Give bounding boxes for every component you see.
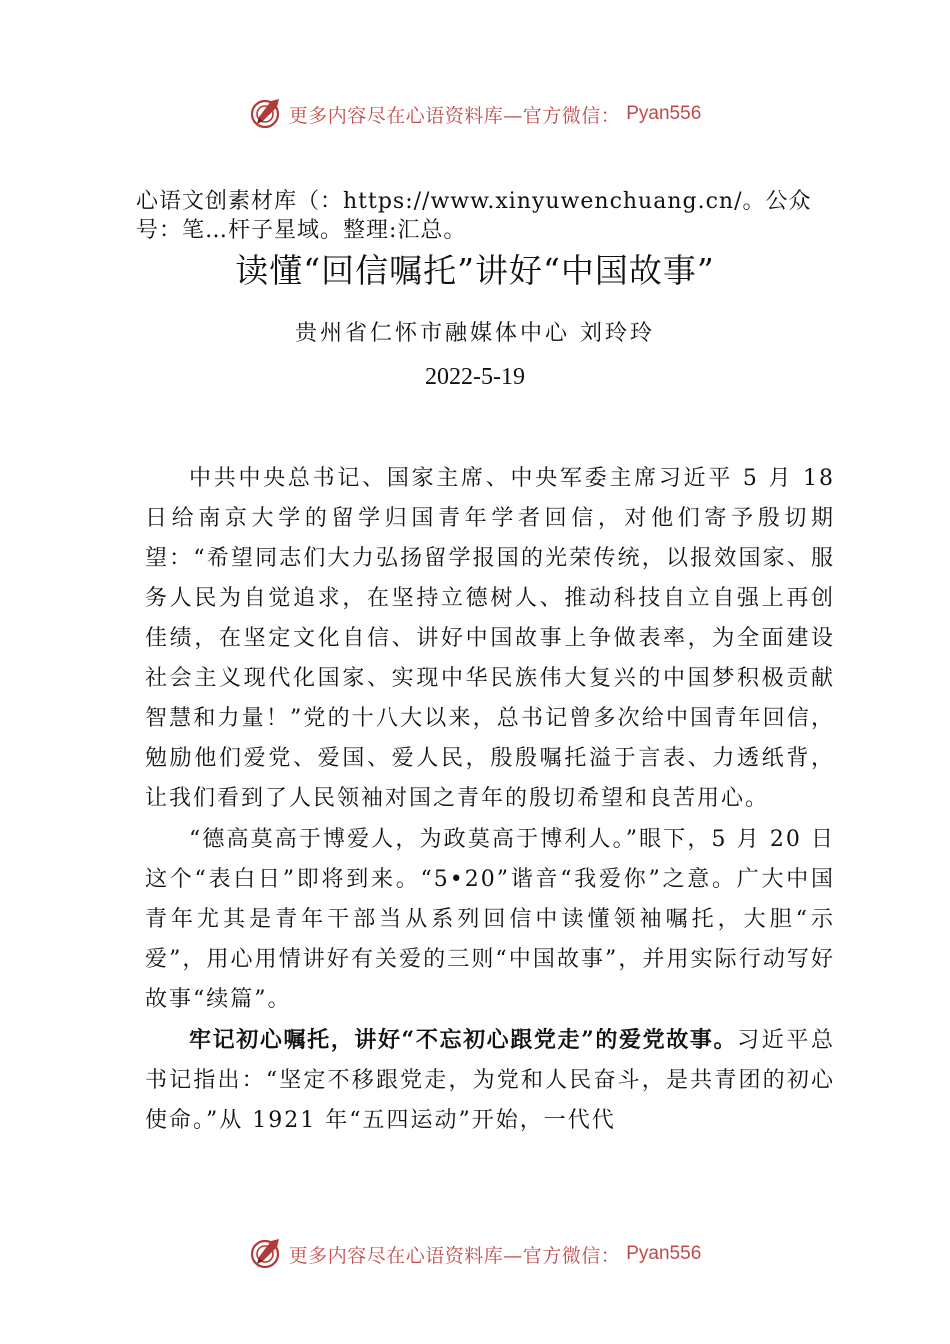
paragraph-lead: 牢记初心嘱托，讲好“不忘初心跟党走”的爱党故事。	[189, 1027, 738, 1053]
header-watermark	[0, 94, 950, 134]
author-line: 贵州省仁怀市融媒体中心 刘玲玲	[295, 321, 655, 346]
paragraph	[145, 458, 835, 819]
paragraph	[145, 1020, 835, 1141]
pen-logo-icon	[249, 1237, 283, 1271]
publish-date: 2022-5-19	[425, 364, 525, 390]
watermark-text: 更多内容尽在心语资料库—官方微信：	[288, 1244, 621, 1267]
article-body	[145, 458, 835, 1141]
watermark-wechat-id: Pyan556	[626, 1243, 702, 1264]
paragraph-text: “德高莫高于博爱人，为政莫高于博利人。”眼下，5 月 20 日这个“表白日”即将到来。“5•20”谐音“我爱你”之意。广大中国青年尤其是青年干部当从系列回信中读懂领袖嘱托，大胆“示爱”，用心用情讲好有关爱的三则“中国故事”，并用实际行动写好故事“续篇”。	[145, 827, 835, 1012]
watermark-text: 更多内容尽在心语资料库—官方微信：	[288, 104, 621, 127]
watermark-wechat-id: Pyan556	[626, 103, 702, 124]
paragraph-text: 习近平总书记指出：“坚定不移跟党走，为党和人民奋斗，是共青团的初心使命。”从 1921 年“五四运动”开始，一代代	[145, 1028, 835, 1133]
pen-logo-icon	[249, 97, 283, 131]
paragraph-text: 中共中央总书记、国家主席、中央军委主席习近平 5 月 18 日给南京大学的留学归国青年学者回信，对他们寄予殷切期望：“希望同志们大力弘扬留学报国的光荣传统，以报效国家、服务人民为自觉追求，在坚持立德树人、推动科技自立自强上再创佳绩，在坚定文化自信、讲好中国故事上争做表率，为全面建设社会主义现代化国家、实现中华民族伟大复兴的中国梦积极贡献智慧和力量！”党的十八大以来，总书记曾多次给中国青年回信，勉励他们爱党、爱国、爱人民，殷殷嘱托溢于言表、力透纸背，让我们看到了人民领袖对国之青年的殷切希望和良苦用心。	[145, 466, 835, 811]
document-title: 读懂“回信嘱托”讲好“中国故事”	[235, 251, 715, 290]
source-note: 心语文创素材库（：https://www.xinyuwenchuang.cn/。公众号：笔…杆子星域。整理:汇总。	[136, 189, 812, 243]
paragraph	[145, 819, 835, 1020]
footer-watermark	[0, 1234, 950, 1274]
